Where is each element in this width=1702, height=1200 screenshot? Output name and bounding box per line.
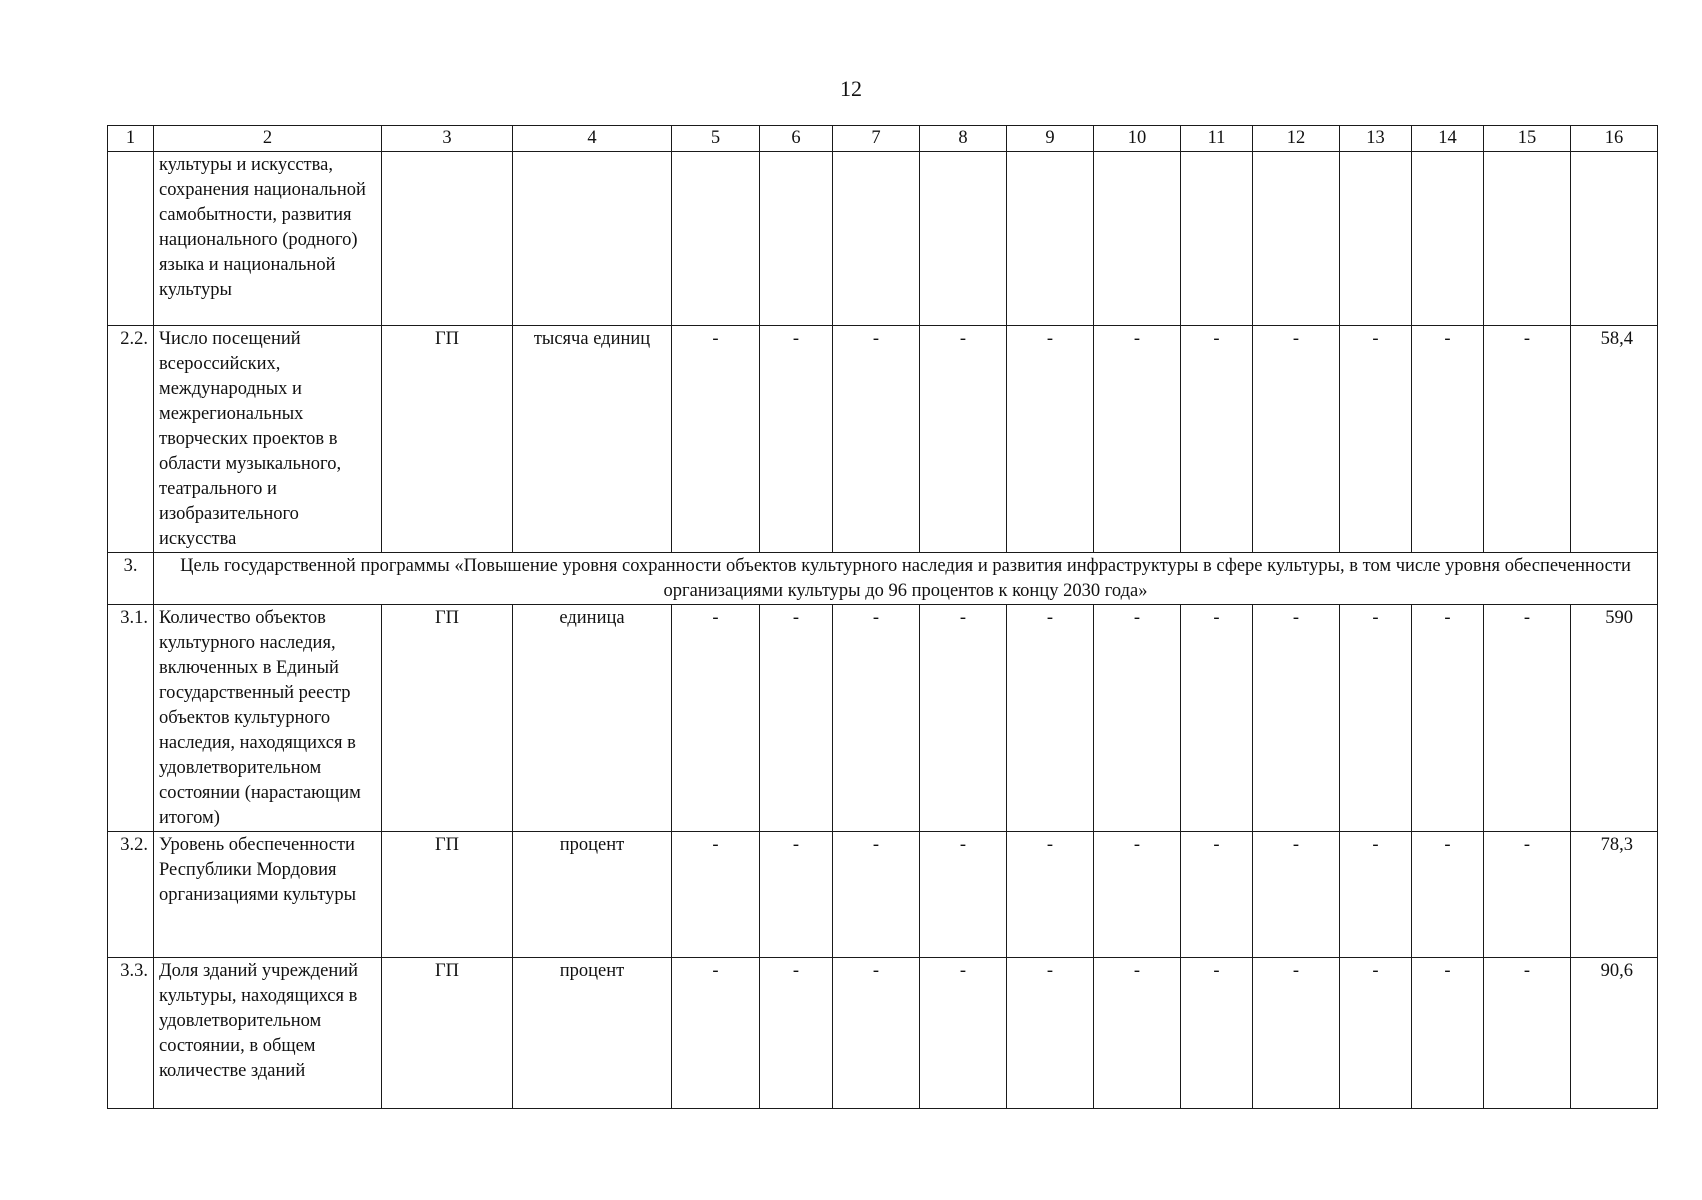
value-cell [1181,152,1253,326]
value-cell: - [920,832,1007,958]
header-cell: 15 [1484,126,1571,152]
indicator-name: Доля зданий учреждений культуры, находящихся в удовлетворительном состоянии, в общем количестве зданий [154,958,382,1109]
value-cell: - [760,958,833,1109]
table-row [108,326,1658,553]
value-cell: - [1253,832,1340,958]
value-cell [1412,152,1484,326]
indicator-name: культуры и искусства, сохранения национальной самобытности, развития национального (родного) языка и национальной культуры [154,152,382,326]
value-cell: - [672,832,760,958]
value-cell [1340,152,1412,326]
row-number: 2.2. [108,326,154,553]
value-cell: - [1007,605,1094,832]
row-number [108,152,154,326]
table-row [108,958,1658,1109]
value-cell: - [1412,832,1484,958]
header-cell: 1 [108,126,154,152]
value-cell: - [672,605,760,832]
value-cell: - [1340,832,1412,958]
value-cell: - [1094,605,1181,832]
goal-row [108,553,1658,605]
value-cell [1007,152,1094,326]
final-value: 78,3 [1571,832,1658,958]
value-cell: - [1484,605,1571,832]
value-cell [1094,152,1181,326]
value-cell: - [1181,958,1253,1109]
table-row [108,605,1658,832]
value-cell [1484,152,1571,326]
header-cell: 11 [1181,126,1253,152]
value-cell: - [1412,605,1484,832]
value-cell: - [833,326,920,553]
indicator-unit [513,152,672,326]
value-cell: - [1181,832,1253,958]
value-cell: - [1340,958,1412,1109]
header-cell: 8 [920,126,1007,152]
column-numbers-row [108,126,1658,152]
value-cell: - [833,605,920,832]
final-value [1571,152,1658,326]
value-cell: - [1412,958,1484,1109]
table-row [108,152,1658,326]
final-value: 90,6 [1571,958,1658,1109]
header-cell: 4 [513,126,672,152]
goal-text: Цель государственной программы «Повышение уровня сохранности объектов культурного наследия и развития инфраструктуры в сфере культуры, в том числе уровня обеспеченности организациями культуры до 96 процентов к концу 2030 года» [154,553,1658,605]
value-cell: - [1484,958,1571,1109]
value-cell: - [1007,832,1094,958]
header-cell: 10 [1094,126,1181,152]
header-cell: 3 [382,126,513,152]
indicator-unit: единица [513,605,672,832]
value-cell: - [1094,832,1181,958]
value-cell: - [920,605,1007,832]
value-cell [1253,152,1340,326]
row-number: 3.1. [108,605,154,832]
header-cell: 7 [833,126,920,152]
value-cell: - [1484,326,1571,553]
indicator-type: ГП [382,326,513,553]
indicator-unit: процент [513,832,672,958]
row-number: 3.2. [108,832,154,958]
header-cell: 13 [1340,126,1412,152]
header-cell: 2 [154,126,382,152]
row-number: 3. [108,553,154,605]
row-number: 3.3. [108,958,154,1109]
value-cell: - [1253,605,1340,832]
header-cell: 12 [1253,126,1340,152]
indicator-type [382,152,513,326]
header-cell: 16 [1571,126,1658,152]
value-cell: - [833,832,920,958]
value-cell [672,152,760,326]
value-cell: - [1007,326,1094,553]
value-cell: - [672,326,760,553]
value-cell: - [920,326,1007,553]
page-number: 12 [840,76,862,101]
indicator-type: ГП [382,832,513,958]
value-cell: - [920,958,1007,1109]
indicator-unit: тысяча единиц [513,326,672,553]
value-cell: - [1094,958,1181,1109]
value-cell: - [1094,326,1181,553]
value-cell [833,152,920,326]
indicator-name: Уровень обеспеченности Республики Мордовия организациями культуры [154,832,382,958]
value-cell: - [760,326,833,553]
header-cell: 6 [760,126,833,152]
indicators-table [107,125,1658,1109]
value-cell: - [1412,326,1484,553]
value-cell: - [833,958,920,1109]
value-cell: - [1007,958,1094,1109]
value-cell: - [1253,958,1340,1109]
final-value: 58,4 [1571,326,1658,553]
value-cell: - [1484,832,1571,958]
table-row [108,832,1658,958]
indicator-unit: процент [513,958,672,1109]
final-value: 590 [1571,605,1658,832]
value-cell: - [1253,326,1340,553]
value-cell [920,152,1007,326]
indicator-type: ГП [382,958,513,1109]
value-cell: - [1340,326,1412,553]
header-cell: 14 [1412,126,1484,152]
value-cell: - [1181,326,1253,553]
indicator-type: ГП [382,605,513,832]
value-cell: - [760,832,833,958]
value-cell: - [760,605,833,832]
value-cell [760,152,833,326]
header-cell: 9 [1007,126,1094,152]
value-cell: - [672,958,760,1109]
value-cell: - [1181,605,1253,832]
header-cell: 5 [672,126,760,152]
value-cell: - [1340,605,1412,832]
indicator-name: Число посещений всероссийских, международных и межрегиональных творческих проектов в области музыкального, театрального и изобразительного искусства [154,326,382,553]
indicator-name: Количество объектов культурного наследия, включенных в Единый государственный реестр объектов культурного наследия, находящихся в удовлетворительном состоянии (нарастающим итогом) [154,605,382,832]
